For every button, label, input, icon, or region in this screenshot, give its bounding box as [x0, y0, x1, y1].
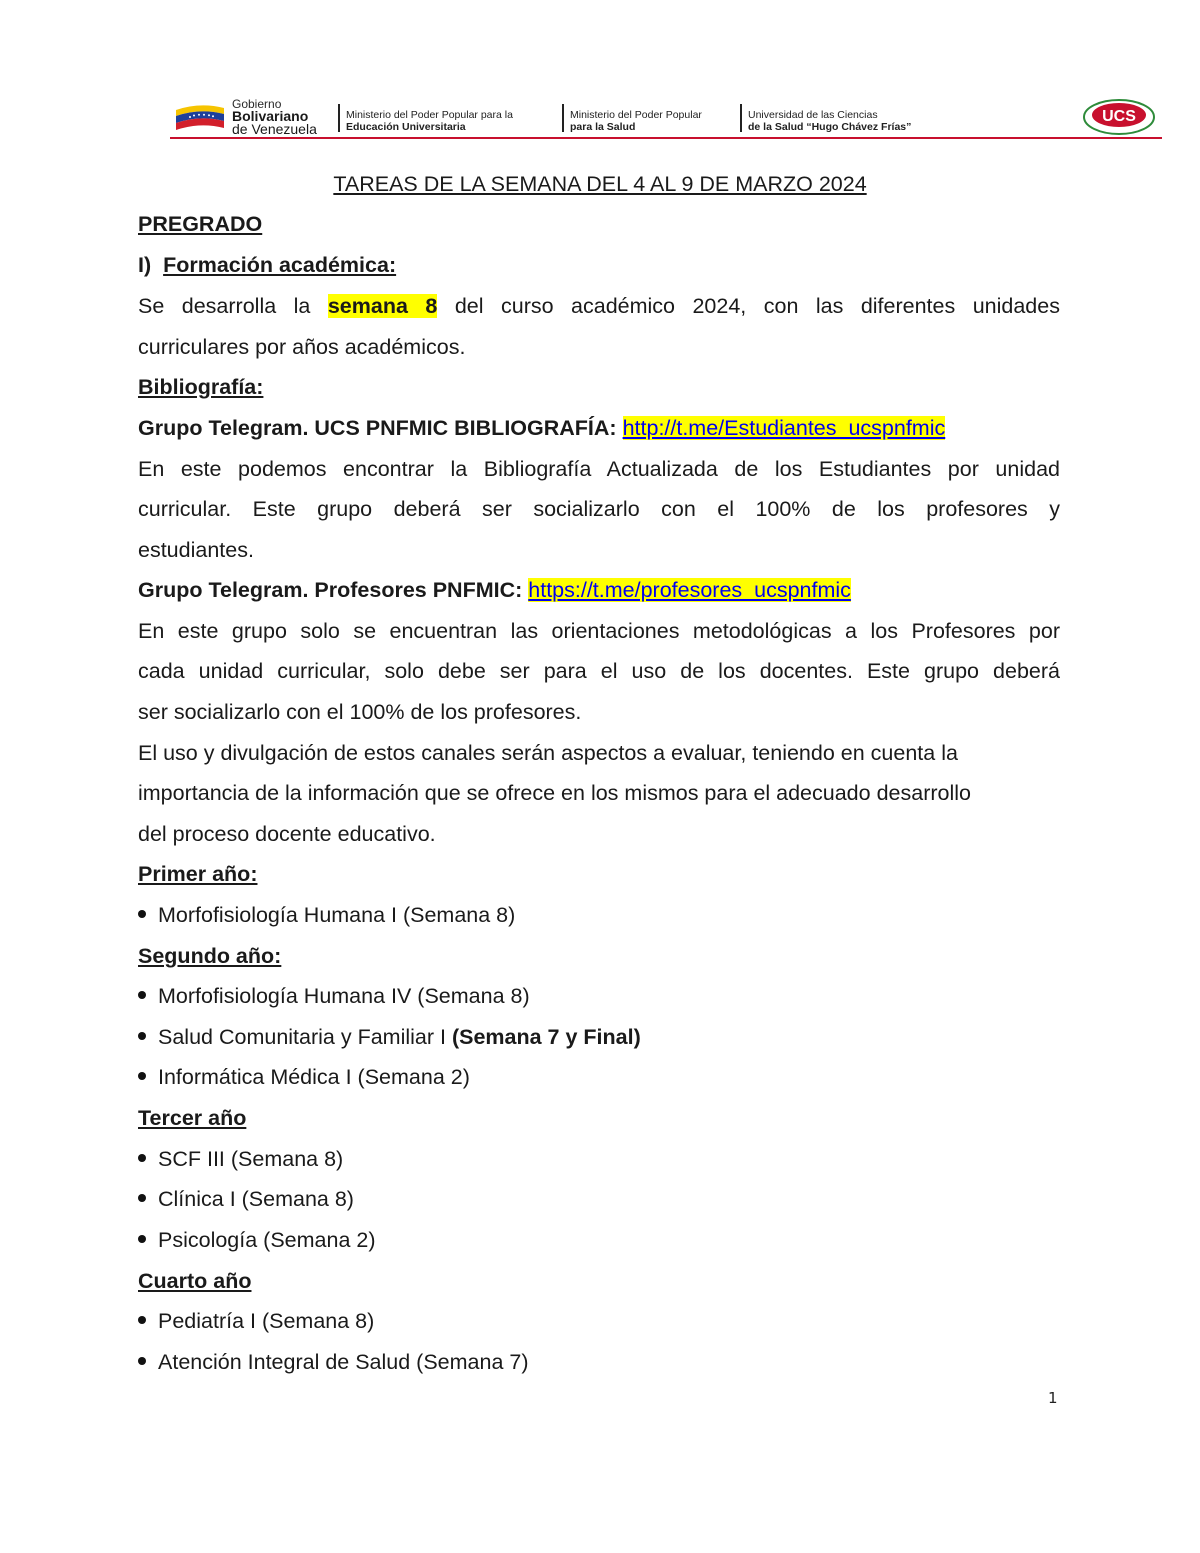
universidad-label: Universidad de las Ciencias de la Salud “Hugo Chávez Frías” [748, 109, 912, 133]
bullet-icon [138, 1154, 146, 1162]
week-highlight: semana 8 [327, 294, 438, 318]
bullet-icon [138, 1194, 146, 1202]
telegram-group-label: Grupo Telegram. Profesores PNFMIC: [138, 578, 523, 602]
list-item: SCF III (Semana 8) [138, 1146, 343, 1172]
telegram-group-profesores [138, 577, 851, 603]
header-rule [170, 137, 1162, 139]
telegram-group-bibliografia [138, 415, 945, 441]
ucs-logo-icon [1082, 98, 1156, 136]
gobierno-bolivariano-logo-text: Gobierno Bolivariano de Venezuela [232, 97, 317, 137]
section-formacion-heading [138, 252, 396, 278]
list-item: Psicología (Semana 2) [138, 1227, 376, 1253]
list-item: Pediatría I (Semana 8) [138, 1308, 374, 1334]
svg-text:UCS: UCS [1102, 108, 1136, 125]
group1-desc-line3: estudiantes. [138, 538, 254, 562]
venezuela-flag-icon [174, 104, 226, 130]
intro-paragraph-line1: Se desarrolla la semana 8 del curso académico 2024, con las diferentes unidades [138, 294, 1060, 318]
document-header [170, 96, 1162, 142]
group2-desc-line1: En este grupo solo se encuentran las orientaciones metodológicas a los Profesores por [138, 619, 1060, 643]
group1-desc-line2: curricular. Este grupo deberá ser socializarlo con el 100% de los profesores y [138, 497, 1060, 521]
list-item: Atención Integral de Salud (Semana 7) [138, 1349, 529, 1375]
telegram-group-label: Grupo Telegram. UCS PNFMIC BIBLIOGRAFÍA: [138, 416, 617, 440]
telegram-bibliografia-link[interactable]: http://t.me/Estudiantes_ucspnfmic [622, 416, 946, 440]
cuarto-ano-heading: Cuarto año [138, 1269, 252, 1293]
segundo-ano-heading: Segundo año: [138, 944, 282, 968]
page-title: TAREAS DE LA SEMANA DEL 4 AL 9 DE MARZO 2024 [333, 172, 867, 196]
bullet-icon [138, 1235, 146, 1243]
primer-ano-heading: Primer año: [138, 862, 258, 886]
group1-desc-line1: En este podemos encontrar la Bibliografía Actualizada de los Estudiantes por unidad [138, 457, 1060, 481]
header-divider [740, 104, 742, 132]
telegram-profesores-link[interactable]: https://t.me/profesores_ucspnfmic [528, 578, 851, 602]
section-label: Formación académica: [163, 253, 397, 277]
bibliografia-heading: Bibliografía: [138, 375, 264, 399]
usage-line2: importancia de la información que se ofrece en los mismos para el adecuado desarrollo [138, 781, 971, 805]
bullet-icon [138, 1357, 146, 1365]
list-item: Clínica I (Semana 8) [138, 1186, 354, 1212]
tercer-ano-heading: Tercer año [138, 1106, 247, 1130]
bullet-icon [138, 991, 146, 999]
pregrado-heading: PREGRADO [138, 212, 263, 236]
bullet-icon [138, 1316, 146, 1324]
list-item: Informática Médica I (Semana 2) [138, 1064, 470, 1090]
list-item: Morfofisiología Humana I (Semana 8) [138, 902, 515, 928]
usage-line1: El uso y divulgación de estos canales serán aspectos a evaluar, teniendo en cuenta la [138, 741, 958, 765]
usage-line3: del proceso docente educativo. [138, 822, 436, 846]
header-divider [338, 104, 340, 132]
bullet-icon [138, 1032, 146, 1040]
list-item: Morfofisiología Humana IV (Semana 8) [138, 983, 530, 1009]
intro-paragraph-line2: curriculares por años académicos. [138, 335, 466, 359]
page-number: 1 [1048, 1389, 1058, 1407]
group2-desc-line3: ser socializarlo con el 100% de los profesores. [138, 700, 582, 724]
ministerio-educacion-label: Ministerio del Poder Popular para la Educación Universitaria [346, 109, 513, 133]
list-item: Salud Comunitaria y Familiar I (Semana 7 y Final) [138, 1024, 641, 1050]
header-divider [562, 104, 564, 132]
group2-desc-line2: cada unidad curricular, solo debe ser para el uso de los docentes. Este grupo deberá [138, 659, 1060, 683]
bullet-icon [138, 910, 146, 918]
section-number: I) [138, 253, 152, 277]
bullet-icon [138, 1072, 146, 1080]
ministerio-salud-label: Ministerio del Poder Popular para la Salud [570, 109, 702, 133]
